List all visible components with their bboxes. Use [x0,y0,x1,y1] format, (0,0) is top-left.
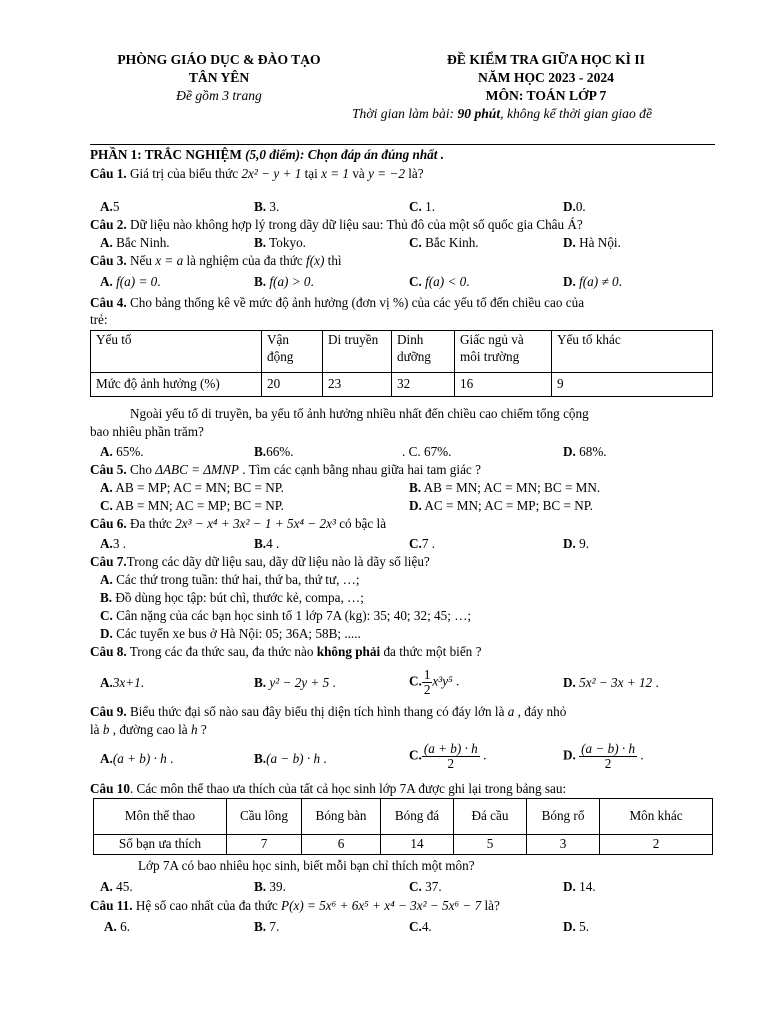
q11-option-c: C.4. [409,919,432,934]
q4-head-cell: Giấc ngủ và môi trường [455,331,552,373]
q1-option-c: C. 1. [409,199,436,214]
q4-head-cell: Dinh dưỡng [392,331,455,373]
q6-option-c: C.7 . [409,536,436,551]
q10-head-cell: Bóng đá [381,799,454,835]
header-subject: MÔN: TOÁN LỚP 7 [485,88,607,103]
q3-option-c: C. f(a) < 0. [409,274,470,289]
q5-stem: Câu 5. Cho ΔABC = ΔMNP . Tìm các cạnh bằng nhau giữa hai tam giác ? [90,462,481,477]
q4-head-cell: Yếu tố [91,331,262,373]
q5-option-a: A. AB = MP; AC = MN; BC = NP. [100,480,284,495]
q10-head-cell: Đá cầu [454,799,527,835]
q8-option-d: D. 5x² − 3x + 12 . [563,675,659,690]
q4-head-cell: Di truyền [323,331,392,373]
q7-option-b: B. Đồ dùng học tập: bút chì, thước kẻ, compa, …; [100,590,364,605]
q4-cell: 16 [455,373,552,397]
q4-stem: Câu 4. Cho bảng thống kê về mức độ ảnh hưởng (đơn vị %) của các yếu tố đến chiều cao của [90,295,585,310]
q4-cell: 23 [323,373,392,397]
q9-stem-cont: là b , đường cao là h ? [90,722,207,737]
q4-option-d: D. 68%. [563,444,607,459]
q10-option-b: B. 39. [254,879,286,894]
q10-stem: Câu 10. Các môn thể thao ưa thích của tất cả học sinh lớp 7A được ghi lại trong bảng sau: [90,781,567,796]
q8-stem: Câu 8. Trong các đa thức sau, đa thức nào không phải đa thức một biến ? [90,644,482,659]
q9-option-c: C. $\frac{(a + b) \cdot h}{2}$ . [409,741,487,771]
q4-option-a: A. 65%. [100,444,144,459]
q1-option-a: A.5 [100,199,120,214]
q4-question: Ngoài yếu tố di truyền, ba yếu tố ảnh hưởng nhiều nhất đến chiều cao chiếm tổng cộng [130,406,589,421]
q11-option-b: B. 7. [254,919,280,934]
q10-cell: 3 [527,835,600,855]
q7-option-a: A. Các thứ trong tuần: thứ hai, thứ ba, thứ tư, …; [100,572,360,587]
q6-option-a: A.3 . [100,536,127,551]
q5-option-c: C. AB = MN; AC = MP; BC = NP. [100,498,284,513]
header-page-count: Đề gồm 3 trang [176,88,262,103]
q3-stem: Câu 3. Nếu x = a là nghiệm của đa thức f(x) thì [90,253,342,268]
header-department: PHÒNG GIÁO DỤC & ĐÀO TẠO [117,52,321,67]
q4-head-cell: Vận động [262,331,323,373]
q1-stem: Câu 1. Giá trị của biểu thức 2x² − y + 1 tại x = 1 và y = −2 là? [90,166,424,181]
q10-table [93,798,713,855]
q10-option-d: D. 14. [563,879,596,894]
q4-cell: 20 [262,373,323,397]
q7-option-d: D. Các tuyến xe bus ở Hà Nội: 05; 36A; 58B; ..... [100,626,361,641]
q2-option-c: C. Bắc Kinh. [409,235,479,250]
header-divider [90,144,715,145]
q10-table-head-row [94,799,713,835]
part1-title: PHẦN 1: TRẮC NGHIỆM (5,0 điểm): Chọn đáp án đúng nhất . [90,147,445,162]
q1-option-b: B. 3. [254,199,280,214]
q10-head-cell: Môn khác [600,799,713,835]
q5-option-d: D. AC = MN; AC = MP; BC = NP. [409,498,593,513]
q9-option-d: D. $\frac{(a - b) \cdot h}{2}$ . [563,741,644,771]
q4-option-b: B.66%. [254,444,294,459]
q10-cell: 5 [454,835,527,855]
q4-table-head-row [91,331,713,373]
q4-cell: 9 [552,373,713,397]
header-time: Thời gian làm bài: 90 phút, không kể thời gian giao đề [352,106,652,121]
q6-option-b: B.4 . [254,536,280,551]
q8-option-b: B. y² − 2y + 5 . [254,675,336,690]
header-exam-title: ĐỀ KIỂM TRA GIỮA HỌC KÌ II [447,52,645,67]
q2-option-a: A. Bắc Ninh. [100,235,170,250]
q9-stem: Câu 9. Biểu thức đại số nào sau đây biểu thị diện tích hình thang có đáy lớn là a , đáy nhỏ [90,704,567,719]
q10-question: Lớp 7A có bao nhiêu học sinh, biết mỗi bạn chỉ thích một môn? [138,858,475,873]
q2-option-d: D. Hà Nội. [563,235,621,250]
q3-option-b: B. f(a) > 0. [254,274,314,289]
q10-head-cell: Bóng bàn [302,799,381,835]
q4-question-cont: bao nhiêu phần trăm? [90,424,204,439]
q11-option-a: A. 6. [104,919,131,934]
q7-option-c: C. Cân nặng của các bạn học sinh tổ 1 lớp 7A (kg): 35; 40; 32; 45; …; [100,608,472,623]
q7-stem: Câu 7.Trong các dãy dữ liệu sau, dãy dữ liệu nào là dãy số liệu? [90,554,430,569]
q10-head-cell: Cầu lông [227,799,302,835]
q11-stem: Câu 11. Hệ số cao nhất của đa thức P(x) = 5x⁶ + 6x⁵ + x⁴ − 3x² − 5x⁶ − 7 là? [90,898,500,913]
q2-stem: Câu 2. Dữ liệu nào không hợp lý trong dãy dữ liệu sau: Thủ đô của một số quốc gia Châu Á? [90,217,583,232]
q3-option-d: D. f(a) ≠ 0. [563,274,622,289]
q4-head-cell: Yếu tố khác [552,331,713,373]
q6-stem: Câu 6. Đa thức 2x³ − x⁴ + 3x² − 1 + 5x⁴ − 2x³ có bậc là [90,516,387,531]
q10-cell: 14 [381,835,454,855]
q10-cell: Số bạn ưa thích [94,835,227,855]
q10-head-cell: Bóng rổ [527,799,600,835]
q10-cell: 7 [227,835,302,855]
q5-option-b: B. AB = MN; AC = MN; BC = MN. [409,480,601,495]
q4-cell: Mức độ ảnh hưởng (%) [91,373,262,397]
q4-cell: 32 [392,373,455,397]
q10-option-a: A. 45. [100,879,133,894]
q10-cell: 6 [302,835,381,855]
q8-option-a: A.3x+1. [100,675,145,690]
q6-option-d: D. 9. [563,536,590,551]
q10-head-cell: Môn thể thao [94,799,227,835]
q3-option-a: A. f(a) = 0. [100,274,161,289]
header-school-year: NĂM HỌC 2023 - 2024 [478,70,614,85]
q4-table [90,330,713,397]
q8-option-c: C. $\frac{1}{2}$ x³y⁵ . [409,667,460,697]
q10-option-c: C. 37. [409,879,442,894]
q4-table-row [91,373,713,397]
q9-option-a: A.(a + b) · h . [100,751,174,766]
q10-cell: 2 [600,835,713,855]
q4-stem-cont: trẻ: [90,312,108,327]
q9-option-b: B.(a − b) · h . [254,751,327,766]
q2-option-b: B. Tokyo. [254,235,306,250]
q11-option-d: D. 5. [563,919,590,934]
q10-table-row [94,835,713,855]
q4-option-c: . C. 67%. [402,444,452,459]
header-district: TÂN YÊN [188,70,250,85]
q1-option-d: D.0. [563,199,586,214]
